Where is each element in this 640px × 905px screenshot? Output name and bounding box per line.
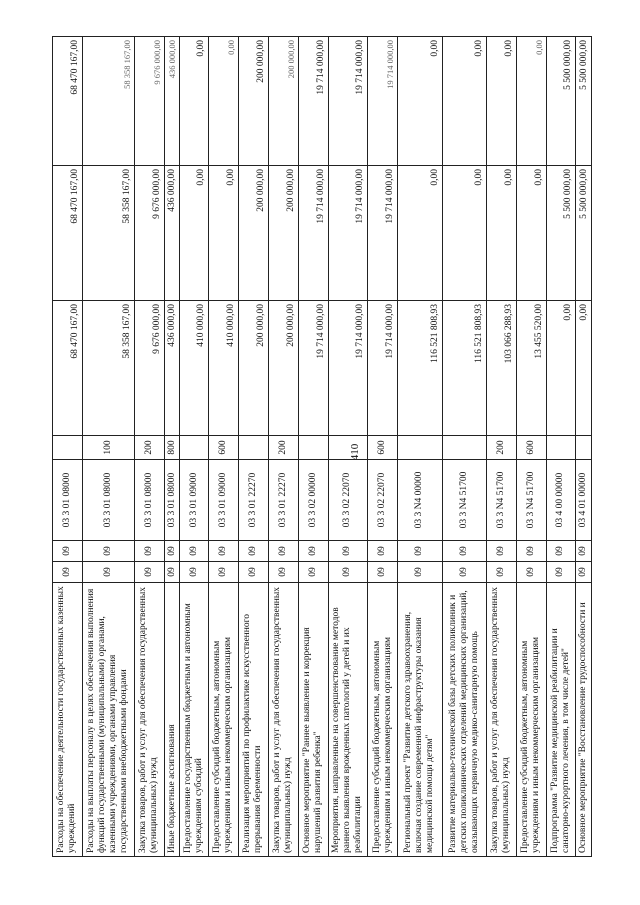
row-amount-year2: 68 470 167,00 [53,166,83,301]
row-section-code: 09 [180,541,209,562]
row-admin-code: 09 [516,562,546,583]
row-amount-year2: 0,00 [516,166,546,301]
row-amount-year2: 0,00 [486,166,516,301]
table-row [209,37,239,857]
row-admin-code: 09 [134,562,164,583]
row-name: Расходы на выплаты персоналу в целях обеспечения выполнения функций государственными (муниципальными) органами, казенными учреждениями, органами управления государственными внебюджетными фондами [82,583,134,857]
row-target-article: 03 4 00 00000 [546,460,576,541]
row-amount-year3: 68 470 167,00 [53,37,83,166]
row-amount-year3: 5 500 000,00 [546,37,576,166]
row-amount-year2: 200 000,00 [268,166,298,301]
table-row [328,37,368,857]
row-target-article: 03 3 02 00000 [298,460,328,541]
row-expense-type [328,436,368,460]
row-admin-code: 09 [238,562,268,583]
row-name: Закупка товаров, работ и услуг для обеспечения государственных (муниципальных) нужд [486,583,516,857]
row-amount-year1: 0,00 [546,301,576,436]
table-row [546,37,576,857]
row-amount-year3: 19 714 000,00 [298,37,328,166]
row-section-code: 09 [53,541,83,562]
row-amount-year2: 0,00 [442,166,486,301]
row-amount-year2: 5 500 000,00 [576,166,592,301]
row-target-article: 03 3 01 09000 [209,460,239,541]
row-admin-code: 09 [53,562,83,583]
row-name: Расходы на обеспечение деятельности государственных казенных учреждений [53,583,83,857]
row-name: Развитие материально-технической базы детских поликлиник и детских поликлинических отделений медицинских организаций, оказывающих первичную медико-санитарную помощь [442,583,486,857]
row-name: Предоставление субсидий бюджетным, автономным учреждениям и иным некоммерческим организациям [368,583,398,857]
row-amount-year1: 13 455 520,00 [516,301,546,436]
row-amount-year3: 436 000,00 [164,37,179,166]
row-expense-type: 600 [516,436,546,460]
row-name: Иные бюджетные ассигнования [164,583,179,857]
row-admin-code: 09 [164,562,179,583]
row-amount-year1: 200 000,00 [238,301,268,436]
row-amount-year2: 200 000,00 [238,166,268,301]
table-row [298,37,328,857]
row-amount-year1: 103 066 288,93 [486,301,516,436]
row-expense-type: 600 [368,436,398,460]
row-name: Основное мероприятие "Раннее выявление и коррекция нарушений развития ребенка" [298,583,328,857]
row-name: Предоставление субсидий бюджетным, автономным учреждениям и иным некоммерческим организациям [209,583,239,857]
row-amount-year1: 116 521 808,93 [398,301,442,436]
row-section-code: 09 [298,541,328,562]
row-expense-type: 100 [82,436,134,460]
row-amount-year1: 19 714 000,00 [368,301,398,436]
row-target-article: 03 3 02 22070 [328,460,368,541]
table-row [368,37,398,857]
row-name: Мероприятия, направленные на совершенствование методов раннего выявления врожденных патологий у детей и их реабилитации [328,583,368,857]
row-name: Подпрограмма "Развитие медицинской реабилитации и санаторно-курортного лечения, в том числе детей" [546,583,576,857]
row-amount-year2: 0,00 [180,166,209,301]
row-expense-type: 200 [268,436,298,460]
row-amount-year1: 19 714 000,00 [328,301,368,436]
row-expense-type: 200 [134,436,164,460]
row-expense-type [238,436,268,460]
row-target-article: 03 3 01 08000 [82,460,134,541]
row-amount-year3: 9 676 000,00 [134,37,164,166]
row-expense-type [576,436,592,460]
row-amount-year1: 68 470 167,00 [53,301,83,436]
row-target-article: 03 3 N4 00000 [398,460,442,541]
row-name: Предоставление субсидий бюджетным, автономным учреждениям и иным некоммерческим организациям [516,583,546,857]
budget-table-rotated [52,37,592,857]
row-amount-year3: 19 714 000,00 [368,37,398,166]
row-expense-type: 200 [486,436,516,460]
row-target-article: 03 4 01 00000 [576,460,592,541]
row-admin-code: 09 [268,562,298,583]
row-section-code: 09 [398,541,442,562]
table-row [268,37,298,857]
row-expense-type: 600 [209,436,239,460]
row-name: Предоставление государственным бюджетным и автономным учреждениям субсидий [180,583,209,857]
row-name: Реализация мероприятий по профилактике искусственного прерывания беременности [238,583,268,857]
row-amount-year2: 436 000,00 [164,166,179,301]
row-expense-type [53,436,83,460]
row-amount-year3: 0,00 [442,37,486,166]
row-admin-code: 09 [546,562,576,583]
row-section-code: 09 [209,541,239,562]
row-admin-code: 09 [368,562,398,583]
row-amount-year3: 5 500 000,00 [576,37,592,166]
row-section-code: 09 [268,541,298,562]
table-row [180,37,209,857]
row-section-code: 09 [442,541,486,562]
row-amount-year3: 0,00 [398,37,442,166]
row-amount-year3: 200 000,00 [238,37,268,166]
row-amount-year1: 410 000,00 [209,301,239,436]
row-expense-type [298,436,328,460]
row-expense-type: 800 [164,436,179,460]
row-admin-code: 09 [398,562,442,583]
budget-table [52,36,592,857]
row-name: Основное мероприятие "Восстановление трудоспособности и [576,583,592,857]
row-admin-code: 09 [82,562,134,583]
row-section-code: 09 [546,541,576,562]
row-target-article: 03 3 01 22270 [268,460,298,541]
table-row [442,37,486,857]
row-admin-code: 09 [576,562,592,583]
row-expense-type [180,436,209,460]
row-amount-year1: 0,00 [576,301,592,436]
row-amount-year2: 58 358 167,00 [82,166,134,301]
row-amount-year3: 0,00 [516,37,546,166]
row-expense-type [398,436,442,460]
row-target-article: 03 3 01 09000 [180,460,209,541]
row-admin-code: 09 [328,562,368,583]
row-amount-year2: 19 714 000,00 [368,166,398,301]
table-row [398,37,442,857]
row-target-article: 03 3 02 22070 [368,460,398,541]
table-row [134,37,164,857]
row-amount-year3: 19 714 000,00 [328,37,368,166]
table-row [53,37,83,857]
row-section-code: 09 [238,541,268,562]
row-section-code: 09 [134,541,164,562]
row-section-code: 09 [486,541,516,562]
row-amount-year1: 58 358 167,00 [82,301,134,436]
row-target-article: 03 3 N4 51700 [486,460,516,541]
table-row [164,37,179,857]
row-target-article: 03 3 01 08000 [164,460,179,541]
row-amount-year2: 19 714 000,00 [328,166,368,301]
row-admin-code: 09 [298,562,328,583]
row-section-code: 09 [516,541,546,562]
row-target-article: 03 3 01 22270 [238,460,268,541]
row-target-article: 03 3 N4 51700 [516,460,546,541]
row-name: Региональный проект "Развитие детского здравоохранения, включая создание современной инфраструктуры оказания медицинской помощи детям" [398,583,442,857]
row-section-code: 09 [368,541,398,562]
row-amount-year3: 0,00 [486,37,516,166]
row-amount-year1: 200 000,00 [268,301,298,436]
row-section-code: 09 [164,541,179,562]
row-admin-code: 09 [486,562,516,583]
row-amount-year1: 9 676 000,00 [134,301,164,436]
row-amount-year3: 0,00 [209,37,239,166]
row-amount-year1: 19 714 000,00 [298,301,328,436]
table-row [238,37,268,857]
row-admin-code: 09 [209,562,239,583]
row-admin-code: 09 [180,562,209,583]
table-row [516,37,546,857]
row-amount-year2: 9 676 000,00 [134,166,164,301]
row-section-code: 09 [328,541,368,562]
row-amount-year2: 0,00 [398,166,442,301]
row-amount-year1: 436 000,00 [164,301,179,436]
row-amount-year3: 200 000,00 [268,37,298,166]
row-amount-year2: 19 714 000,00 [298,166,328,301]
row-section-code: 09 [576,541,592,562]
row-amount-year2: 5 500 000,00 [546,166,576,301]
row-amount-year3: 58 358 167,00 [82,37,134,166]
page-number: 410 [349,443,361,461]
row-amount-year1: 410 000,00 [180,301,209,436]
row-name: Закупка товаров, работ и услуг для обеспечения государственных (муниципальных) нужд [134,583,164,857]
row-name: Закупка товаров, работ и услуг для обеспечения государственных (муниципальных) нужд [268,583,298,857]
row-amount-year1: 116 521 808,93 [442,301,486,436]
row-amount-year3: 0,00 [180,37,209,166]
row-section-code: 09 [82,541,134,562]
table-row [576,37,592,857]
table-row [82,37,134,857]
row-expense-type [546,436,576,460]
table-row [486,37,516,857]
row-amount-year2: 0,00 [209,166,239,301]
row-admin-code: 09 [442,562,486,583]
row-target-article: 03 3 N4 51700 [442,460,486,541]
row-expense-type [442,436,486,460]
row-target-article: 03 3 01 08000 [53,460,83,541]
row-target-article: 03 3 01 08000 [134,460,164,541]
